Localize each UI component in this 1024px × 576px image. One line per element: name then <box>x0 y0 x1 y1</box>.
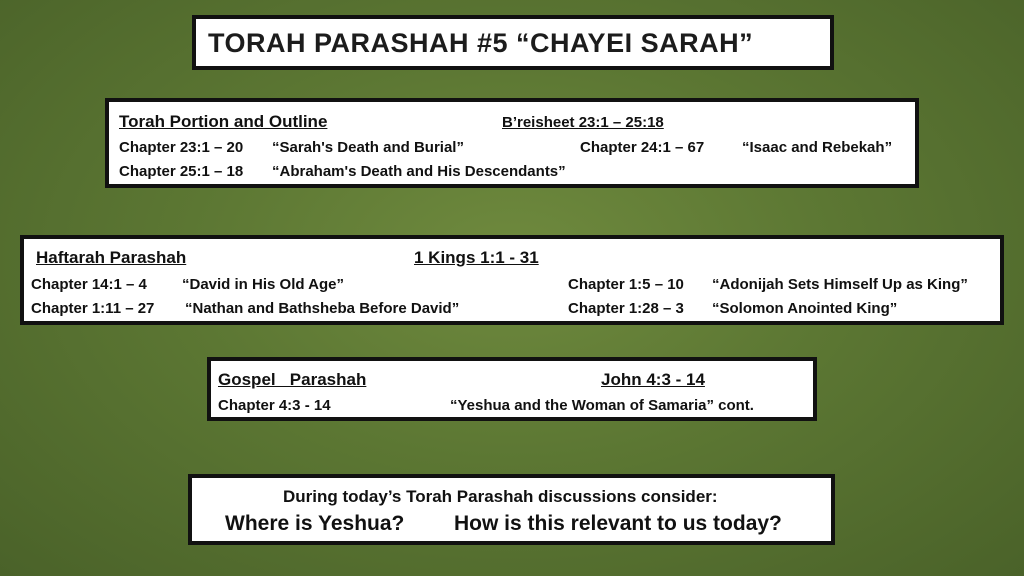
haftarah-item-2-chapter: Chapter 1:5 – 10 <box>568 276 684 293</box>
page-title: TORAH PARASHAH #5 “CHAYEI SARAH” <box>208 28 754 58</box>
gospel-item-1-chapter: Chapter 4:3 - 14 <box>218 397 331 414</box>
discussion-box <box>188 474 835 545</box>
gospel-box <box>207 357 817 421</box>
torah-item-3-title: “Abraham's Death and His Descendants” <box>272 163 566 180</box>
torah-item-1-title: “Sarah's Death and Burial” <box>272 139 464 156</box>
gospel-reference: John 4:3 - 14 <box>601 370 705 389</box>
haftarah-heading: Haftarah Parashah <box>36 248 187 267</box>
gospel-heading: Gospel Parashah <box>218 370 367 389</box>
discussion-question-2: How is this relevant to us today? <box>454 512 782 535</box>
haftarah-item-1-title: “David in His Old Age” <box>182 276 344 293</box>
torah-item-1-chapter: Chapter 23:1 – 20 <box>119 139 244 156</box>
torah-portion-box <box>105 98 919 188</box>
title-box <box>192 15 834 70</box>
discussion-prompt: During today’s Torah Parashah discussions consider: <box>283 487 718 506</box>
haftarah-box <box>20 235 1004 325</box>
haftarah-item-4-chapter: Chapter 1:28 – 3 <box>568 300 684 317</box>
haftarah-item-3-chapter: Chapter 1:11 – 27 <box>31 300 155 317</box>
torah-item-3-chapter: Chapter 25:1 – 18 <box>119 163 244 180</box>
gospel-item-1-title: “Yeshua and the Woman of Samaria” cont. <box>450 397 754 414</box>
torah-item-2-chapter: Chapter 24:1 – 67 <box>580 139 705 156</box>
haftarah-item-2-title: “Adonijah Sets Himself Up as King” <box>712 276 968 293</box>
haftarah-item-3-title: “Nathan and Bathsheba Before David” <box>185 300 460 317</box>
haftarah-item-4-title: “Solomon Anointed King” <box>712 300 898 317</box>
torah-heading: Torah Portion and Outline <box>119 112 328 131</box>
haftarah-item-1-chapter: Chapter 14:1 – 4 <box>31 276 147 293</box>
haftarah-reference: 1 Kings 1:1 - 31 <box>414 248 539 267</box>
discussion-question-1: Where is Yeshua? <box>225 512 405 535</box>
torah-reference: B’reisheet 23:1 – 25:18 <box>502 114 664 131</box>
torah-item-2-title: “Isaac and Rebekah” <box>742 139 893 156</box>
